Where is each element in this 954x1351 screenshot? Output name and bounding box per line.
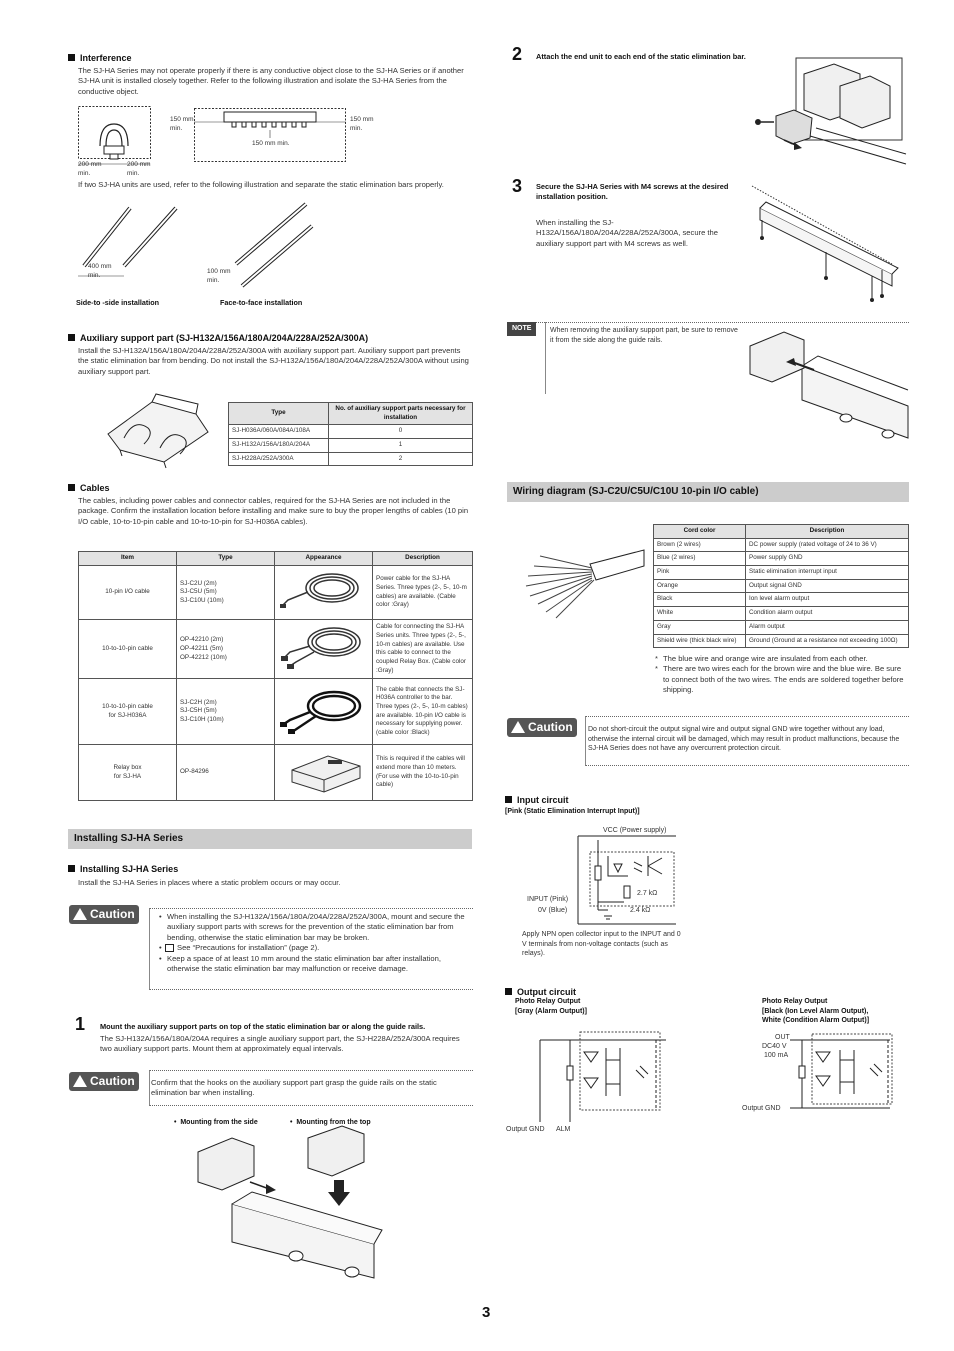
step-3-body: When installing the SJ-H132A/156A/180A/204A/228A/252A/300A, secure the auxiliary support part with M4 screws as well. [536,218,718,248]
face-to-face-figure [228,204,320,290]
page-number: 3 [482,1304,491,1321]
dim-200-right: 200 mm min. [127,161,151,177]
zero-v-label: 0V (Blue) [538,907,568,914]
step-2-title: Attach the end unit to each end of the static elimination bar. [536,52,746,61]
cable-10to10-image [275,620,373,679]
aux-th-type: Type [229,403,329,425]
table-row: Shield wire (thick black wire) Ground (Ground at a resistance not exceeding 100Ω) [654,634,909,648]
input-circuit-heading: Input circuit [505,794,569,806]
output-left-title: Photo Relay Output [Gray (Alarm Output)] [515,998,587,1015]
list-item: • When installing the SJ-H132A/156A/180A/204A/228A/252A/300A, mount and secure the auxiliary support parts with screws for the prevention of the static elimination bar from bending, otherwise the static elimination bar may be broken. [167,912,472,943]
r2-label: 2.4 kΩ [630,907,651,914]
aux-table [228,402,473,466]
table-row: SJ-H228A/252A/300A 2 [229,452,473,466]
wiring-section-bar: Wiring diagram (SJ-C2U/C5U/C10U 10-pin I/O cable) [507,482,909,502]
removal-figure [748,328,908,448]
see-reference: • See “Precautions for installation” (page 2). [167,943,472,953]
wiring-notes: * The blue wire and orange wire are insulated from each other. * There are two wires each for the brown wire and the blue wire. Be sure to connect both of the two wires. The ends are soldered together before shipping. [655,654,904,695]
ma-label: 100 mA [764,1052,789,1059]
r1-label: 2.7 kΩ [637,890,658,897]
step-2-number: 2 [512,44,523,64]
dim-200-left: 200 mm min. [78,161,102,177]
table-row: SJ-H132A/156A/180A/204A 1 [229,439,473,453]
aux-support-part-figure [104,384,214,470]
wiring-table: Cord color Description Brown (2 wires) DC power supply (rated voltage of 24 to 36 V) Blue (2 wires) Power supply GND Pink Static elimination interrupt input Orange Output signal GND Black Ion level alarm output White Condition alarm output Gray Alarm output Shield wire (thick black wire) Ground (Ground at a resistance not exceeding 100Ω) [653,524,909,648]
caution-list-1 [158,912,472,975]
aux-heading: Auxiliary support part (SJ-H132A/156A/180A/204A/228A/252A/300A) [68,332,368,344]
output-left-diagram [540,1030,666,1130]
table-row: 10-to-10-pin cable for SJ-H036A SJ-C2H (2m) SJ-C5H (5m) SJ-C10H (10m) The cable that connects the SJ-H036A controller to the bar. Three types (2-, 5-, 10-m cables) are available. 10-pin I/O cable is necessary for supplying power. (cable color :Black) [79,679,473,745]
cable-h036a-image [275,679,373,745]
installing-section-bar: Installing SJ-HA Series [68,829,472,849]
dc40-label: DC40 V [762,1043,787,1050]
vcc-label: VCC (Power supply) [603,827,667,834]
end-unit-figure [750,56,906,168]
input-circuit-sub: [Pink (Static Elimination Interrupt Input)] [505,808,640,815]
dim-150-left: 150 mm min. [170,116,194,132]
side-caption: Side-to -side installation [76,298,160,307]
note-text: When removing the auxiliary support part, be sure to remove it from the side along the guide rails. [550,327,738,344]
dim-150-mid: 150 mm min. [252,140,290,147]
dim-150-right: 150 mm min. [350,116,374,132]
input-pink-label: INPUT (Pink) [527,896,569,903]
aux-body: Install the SJ-H132A/156A/180A/204A/228A/252A/300A with auxiliary support part. Auxiliary support part prevents the static elimination bar from bending. Do not install the SJ-H132A/156A/180A/204A/228A/252A/300A without using auxiliary support part. [78,346,469,376]
cables-heading: Cables [68,482,110,494]
alm-label: ALM [556,1126,571,1133]
warning-icon [73,908,87,920]
table-row: SJ-H036A/060A/084A/108A 0 [229,425,473,439]
book-icon [165,944,174,952]
cables-table: Item Type Appearance Description 10-pin I/O cable SJ-C2U (2m) SJ-C5U (5m) SJ-C10U (10m) Power cable for the SJ-HA Series. Three types (2-, 5-, 10-m cables) are available. (Cable color :Gray) 10-to-10-pin cable OP-42210 (2m) OP-42211 (5m) OP-42212 (10m) Cable for connecting the SJ-HA Series units. Three types (2-, 5-, 10-m cables) are available. Use this cable to connect to the coupled Relay Box. (Cable color :Gray) 10-to-10-pin cable for SJ-H036A SJ-C2H (2m) SJ-C5H (5m) SJ-C10H (10m) The cable that connects the SJ-H036A controller to the bar. Three types (2-, 5-, 10-m cables) are available. 10-pin I/O cable is necessary for supplying power. (cable color :Black) Relay box for SJ-HA OP-84296 This is required if the cables will extend more than 10 meters. (For use with the 10-to-10-pin cable) [78,551,473,801]
mount-side-label: • Mounting from the side [174,1119,258,1126]
mounting-figure [192,1132,382,1278]
output-circuit-heading: Output circuit [505,986,576,998]
table-row: 10-to-10-pin cable OP-42210 (2m) OP-42211 (5m) OP-42212 (10m) Cable for connecting the SJ-HA Series units. Three types (2-, 5-, 10-m cables) are available. Use this cable to connect to the coupled Relay Box. (Cable color :Gray) [79,620,473,679]
relay-box-image [275,745,373,801]
out-label: OUT [775,1034,790,1041]
interference-bar-figure [194,108,346,164]
dim-100: 100 mm min. [207,268,231,284]
table-row: Orange Output signal GND [654,579,909,593]
note-badge: NOTE [507,322,536,336]
two-units-text: If two SJ-HA units are used, refer to the following illustration and separate the static elimination bars properly. [78,180,444,189]
dim-400: 400 mm min. [88,263,112,279]
installing-body: Install the SJ-HA Series in places where a static problem occurs or may occur. [78,878,341,887]
step-1-number: 1 [75,1014,86,1034]
cable-io-image [275,565,373,620]
input-circuit-diagram [578,836,680,924]
input-note: Apply NPN open collector input to the INPUT and 0 V terminals from non-voltage contacts (such as relays). [522,931,681,958]
table-row: Blue (2 wires) Power supply GND [654,552,909,566]
table-row: Black Ion level alarm output [654,593,909,607]
table-row: Gray Alarm output [654,620,909,634]
caution-2-text: Confirm that the hooks on the auxiliary support part grasp the guide rails on the static elimination bar when installing. [151,1078,437,1098]
interference-heading: Interference [68,52,132,64]
table-row: 10-pin I/O cable SJ-C2U (2m) SJ-C5U (5m) SJ-C10U (10m) Power cable for the SJ-HA Series. Three types (2-, 5-, 10-m cables) are available. (Cable color :Gray) [79,565,473,620]
table-row: Pink Static elimination interrupt input [654,566,909,580]
warning-icon [511,721,525,733]
io-cable-figure [520,550,646,620]
output-right-diagram [790,1032,900,1114]
interference-body: The SJ-HA Series may not operate properly if there is any conductive object close to the SJ-HA Series or if another SJ-HA unit is installed closely together. Refer to the following illustration and isolate the SJ-HA Series from the conductive object. [78,66,464,96]
table-row: Relay box for SJ-HA OP-84296 This is required if the cables will extend more than 10 meters. (For use with the 10-to-10-pin cable) [79,745,473,801]
step-1-body: The SJ-H132A/156A/180A/204A requires a single auxiliary support part, the SJ-H228A/252A/300A requires two auxiliary support parts. Mount them at approximately equal intervals. [100,1034,460,1054]
step-1-title: Mount the auxiliary support parts on top of the static elimination bar or along the guide rails. [100,1022,426,1031]
note-divider [545,322,546,394]
output-right-title: Photo Relay Output [Black (Ion Level Alarm Output), White (Condition Alarm Output)] [762,998,870,1025]
step-3-title: Secure the SJ-HA Series with M4 screws at the desired installation position. [536,182,729,202]
output-gnd-left: Output GND [506,1126,545,1133]
installing-heading: Installing SJ-HA Series [68,863,178,875]
note-rule [507,322,909,323]
caution-3-text: Do not short-circuit the output signal wire and output signal GND wire together without any load, otherwise the internal circuit will be damaged, which may result in product malfunctions, because the SJ-HA Series does not have any overcurrent protection circuit. [588,726,900,753]
warning-icon [73,1075,87,1087]
caution-badge-2: Caution [69,1072,139,1091]
table-row: Brown (2 wires) DC power supply (rated voltage of 24 to 36 V) [654,538,909,552]
table-row: White Condition alarm output [654,607,909,621]
cables-body: The cables, including power cables and connector cables, required for the SJ-HA Series are not included in the package. Confirm the installation location before installing and make sure to buy the proper lengths of cables (10 pin I/O cable, 10-to-10-pin cable and 10-to-10-pin for SJ-H036A cables). [78,496,469,526]
caution-badge-3: Caution [507,718,577,737]
secure-screws-figure [752,186,902,304]
output-gnd-right: Output GND [742,1105,781,1112]
mount-top-label: • Mounting from the top [290,1119,371,1126]
face-caption: Face-to-face installation [220,298,303,307]
caution-badge-1: Caution [69,905,139,924]
step-3-number: 3 [512,176,523,196]
list-item: • Keep a space of at least 10 mm around the static elimination bar after installation, otherwise the static elimination bar may malfunction or receive damage. [167,954,472,975]
aux-th-count: No. of auxiliary support parts necessary for installation [329,403,473,425]
